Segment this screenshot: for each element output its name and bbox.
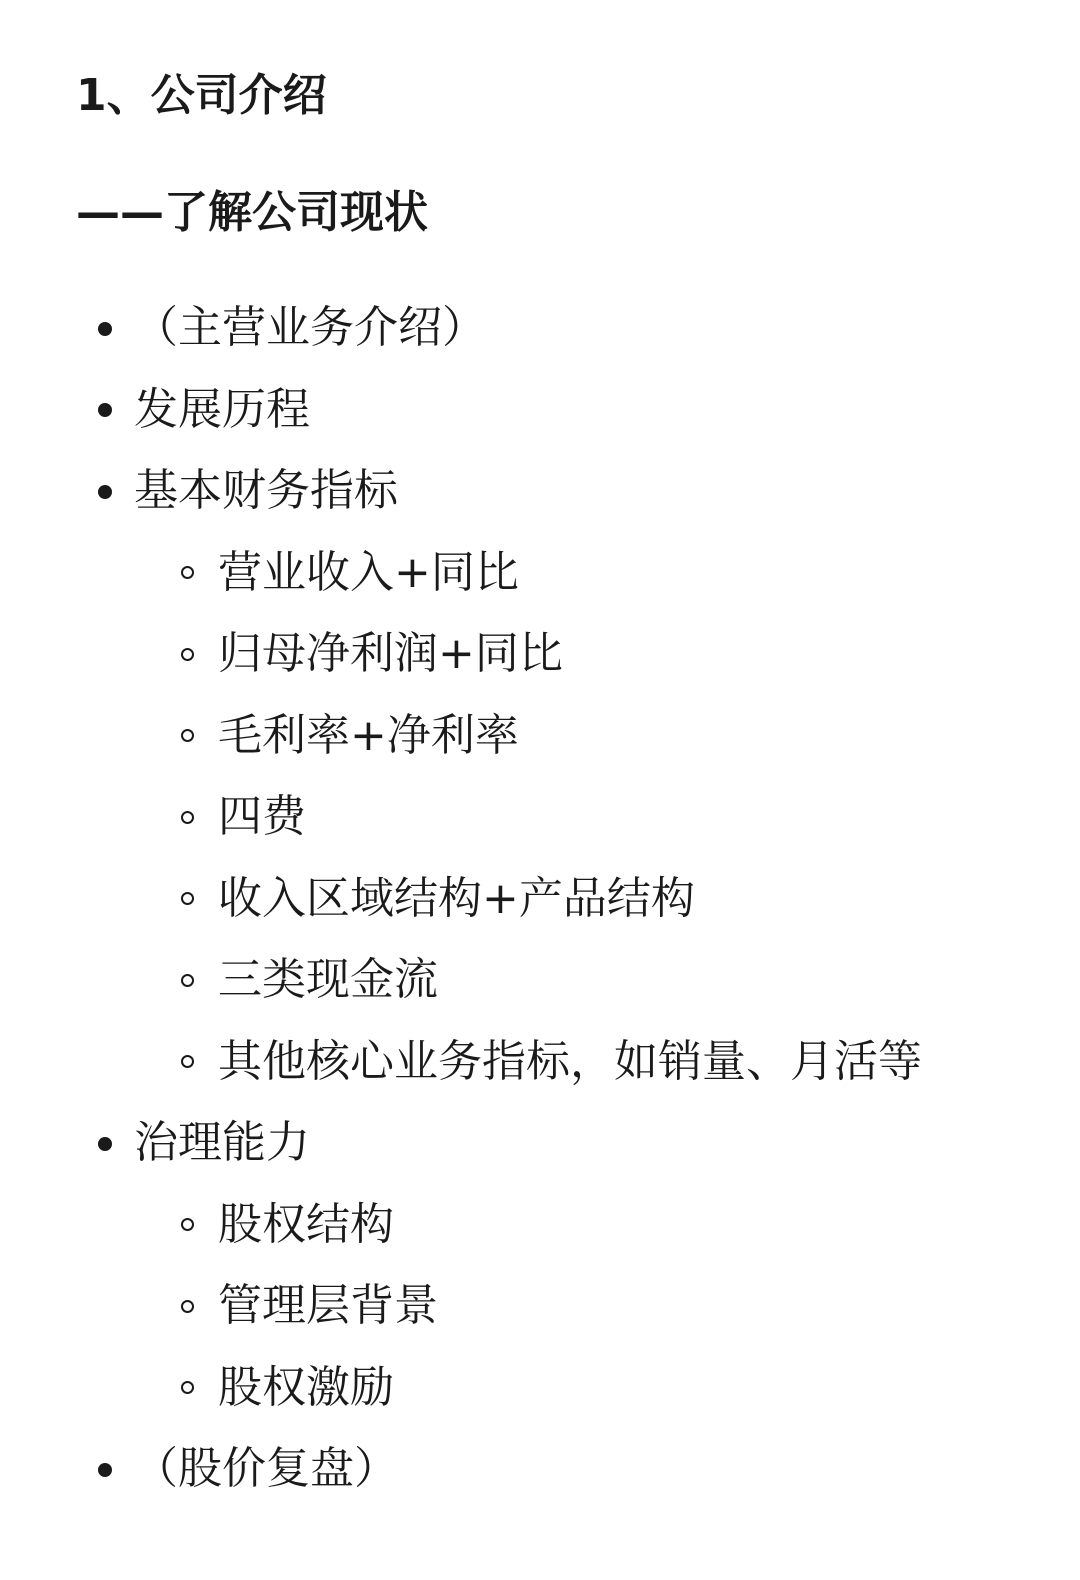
list-item [0,287,1080,369]
bullet-dot-icon [98,1463,112,1477]
list-item-text: 基本财务指标 [134,465,398,516]
sub-list-item-text: 收入区域结构+产品结构 [218,872,695,924]
outline-list [0,287,1080,1510]
sub-list-item-text: 其他核心业务指标，如销量、月活等 [218,1035,922,1087]
list-item-text: （股价复盘） [134,1443,398,1494]
list-item [0,369,1080,451]
sub-list-item-text: 管理层背景 [218,1280,438,1331]
sub-list-item-text: 四费 [218,791,306,842]
sub-list-item [0,858,1080,940]
bullet-dot-icon [98,322,112,336]
list-item [0,1428,1080,1510]
sub-list-item [0,1265,1080,1347]
bullet-circle-icon [181,974,194,987]
list-item-text: （主营业务介绍） [134,302,486,353]
bullet-circle-icon [181,1218,194,1231]
sub-list-item [0,695,1080,777]
bullet-circle-icon [181,892,194,905]
bullet-dot-icon [98,485,112,499]
list-item [0,450,1080,532]
sub-list-item-text: 股权激励 [218,1361,394,1413]
sub-list-item-text: 营业收入+同比 [218,546,519,598]
sub-list-item-text: 毛利率+净利率 [218,709,519,761]
section-subheading: ——了解公司现状 [76,187,428,238]
bullet-circle-icon [181,1300,194,1313]
bullet-circle-icon [181,648,194,661]
list-item-text: 治理能力 [134,1117,310,1168]
section-heading: 1、公司介绍 [76,70,327,121]
bullet-circle-icon [181,811,194,824]
bullet-dot-icon [98,1137,112,1151]
bullet-circle-icon [181,729,194,742]
sub-list-item [0,1184,1080,1266]
sub-list-item [0,1021,1080,1103]
list-item [0,1102,1080,1184]
list-item-text: 发展历程 [134,383,310,435]
sub-list-item [0,613,1080,695]
sub-list-item [0,939,1080,1021]
sub-list-item-text: 三类现金流 [218,954,438,1005]
bullet-circle-icon [181,1381,194,1394]
sub-list-item-text: 归母净利润+同比 [218,628,563,679]
sub-list-item [0,532,1080,614]
bullet-dot-icon [98,403,112,417]
sub-list-item-text: 股权结构 [218,1198,394,1250]
sub-list-item [0,776,1080,858]
sub-list-item [0,1347,1080,1429]
bullet-circle-icon [181,566,194,579]
bullet-circle-icon [181,1055,194,1068]
